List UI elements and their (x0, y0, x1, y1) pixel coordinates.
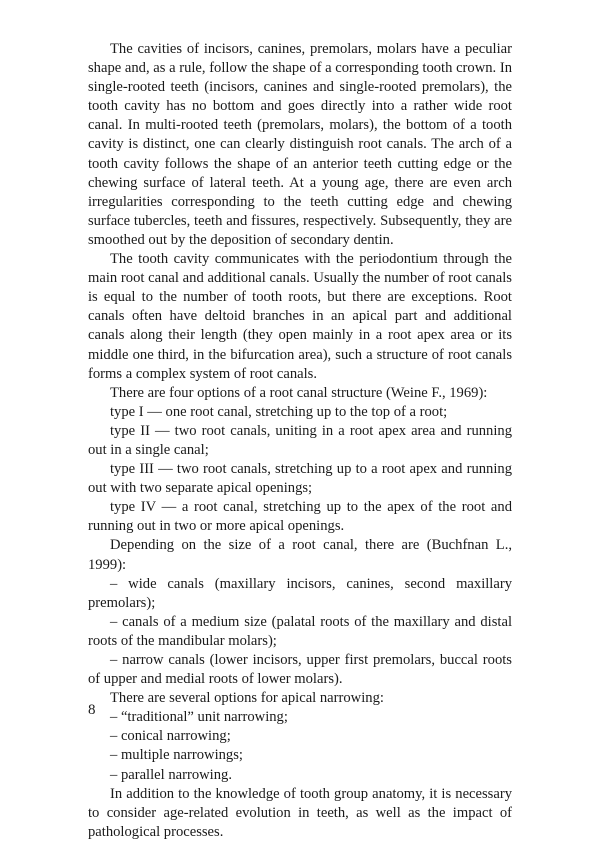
list-item-parallel-narrowing: – parallel narrowing. (110, 766, 232, 783)
paragraph-root-canal-options-intro: There are four options of a root canal structure (Weine F., 1969): (110, 384, 488, 401)
list-item-type-4: type IV — a root canal, stretching up to the apex of the root and running out in two or more apical openings. (88, 499, 512, 535)
list-item-multiple-narrowings: – multiple narrowings; (110, 747, 243, 764)
paragraph-canal-size-intro: Depending on the size of a root canal, there are (Buchfnan L., 1999): (88, 537, 512, 573)
list-item-traditional-narrowing: – “traditional” unit narrowing; (110, 709, 288, 726)
list-item-medium-canals: – canals of a medium size (palatal roots of the maxillary and distal roots of the mandibular molars); (88, 613, 512, 649)
list-item-conical-narrowing: – conical narrowing; (110, 728, 231, 745)
paragraph-age-evolution: In addition to the knowledge of tooth group anatomy, it is necessary to consider age-related evolution in teeth, as well as the impact of pathological processes. (88, 785, 512, 840)
list-item-type-1: type I — one root canal, stretching up to the top of a root; (110, 403, 448, 420)
paragraph-tooth-cavity-shape: The cavities of incisors, canines, premolars, molars have a peculiar shape and, as a rule, follow the shape of a corresponding tooth crown. In single-rooted teeth (incisors, canines and single-rooted premolars), the tooth cavity has no bottom and goes directly into a rather wide root canal. In multi-rooted teeth (premolars, molars), the bottom of a tooth cavity is distinct, one can clearly distinguish root canals. The arch of a tooth cavity follows the shape of an anterior teeth cutting edge or the chewing surface of lateral teeth. At a young age, there are even arch irregularities corresponding to the teeth cutting edge and chewing surface tubercles, teeth and fissures, respectively. Subsequently, they are smoothed out by the deposition of secondary dentin. (88, 41, 512, 248)
list-item-wide-canals: – wide canals (maxillary incisors, canines, second maxillary premolars); (88, 575, 512, 611)
list-item-type-3: type III — two root canals, stretching up to a root apex and running out with two separate apical openings; (88, 461, 512, 497)
paragraph-periodontium-communication: The tooth cavity communicates with the periodontium through the main root canal and additional canals. Usually the number of root canals is equal to the number of tooth roots, but there are exceptions. Root canals often have deltoid branches in an apical part and additional canals along their length (they open mainly in a root apex area or its middle one third, in the bifurcation area), such a structure of root canals forms a complex system of root canals. (88, 251, 512, 382)
page-number: 8 (88, 702, 96, 718)
body-text (88, 40, 512, 842)
list-item-type-2: type II — two root canals, uniting in a root apex area and running out in a single canal; (88, 422, 512, 458)
list-item-narrow-canals: – narrow canals (lower incisors, upper first premolars, buccal roots of upper and medial roots of lower molars). (88, 652, 512, 688)
paragraph-apical-narrowing-intro: There are several options for apical narrowing: (110, 690, 384, 707)
